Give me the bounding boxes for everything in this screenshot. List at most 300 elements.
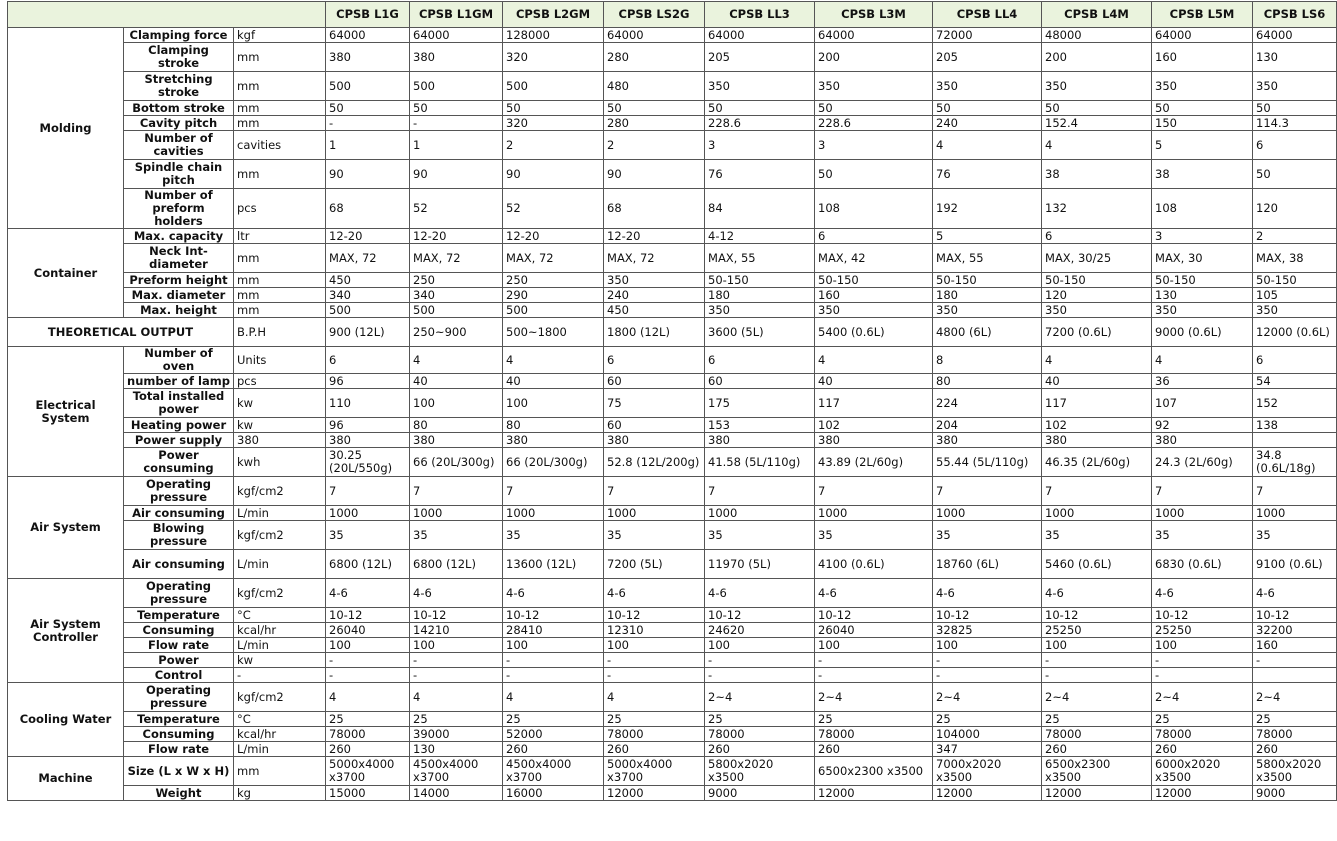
unit-cell: kwh (234, 448, 326, 477)
value-cell: 6 (705, 347, 815, 374)
value-cell: 6 (1042, 229, 1152, 244)
value-cell: 2~4 (705, 683, 815, 712)
value-cell: 480 (604, 72, 705, 101)
value-cell: 10-12 (1152, 608, 1253, 623)
value-cell: 12-20 (326, 229, 410, 244)
unit-cell: mm (234, 72, 326, 101)
value-cell: 5400 (0.6L) (815, 318, 933, 347)
value-cell: 90 (410, 160, 503, 189)
spec-label: Weight (124, 786, 234, 801)
value-cell: 10-12 (604, 608, 705, 623)
value-cell: - (326, 116, 410, 131)
value-cell: 11970 (5L) (705, 550, 815, 579)
value-cell: 500~1800 (503, 318, 604, 347)
value-cell: 78000 (1253, 727, 1337, 742)
spec-label: Temperature (124, 608, 234, 623)
value-cell: 500 (326, 303, 410, 318)
group-label: Air System Controller (8, 579, 124, 683)
value-cell: 150 (1152, 116, 1253, 131)
value-cell: 2~4 (1042, 683, 1152, 712)
value-cell: 50 (604, 101, 705, 116)
value-cell: 192 (933, 189, 1042, 229)
value-cell: 114.3 (1253, 116, 1337, 131)
unit-cell: kcal/hr (234, 623, 326, 638)
value-cell: 50-150 (815, 273, 933, 288)
value-cell: - (604, 668, 705, 683)
value-cell: 10-12 (1253, 608, 1337, 623)
value-cell: 6 (1253, 347, 1337, 374)
value-cell: 7 (815, 477, 933, 506)
value-cell: 36 (1152, 374, 1253, 389)
table-row (8, 668, 1337, 683)
table-row (8, 521, 1337, 550)
value-cell: 7200 (5L) (604, 550, 705, 579)
value-cell: 6800 (12L) (326, 550, 410, 579)
value-cell: - (815, 668, 933, 683)
value-cell: 60 (705, 374, 815, 389)
value-cell: 25250 (1152, 623, 1253, 638)
value-cell: 107 (1152, 389, 1253, 418)
unit-cell: mm (234, 288, 326, 303)
value-cell: 30.25 (20L/550g) (326, 448, 410, 477)
value-cell: 5800x2020 x3500 (705, 757, 815, 786)
value-cell: 26040 (326, 623, 410, 638)
table-row (8, 608, 1337, 623)
value-cell: - (1152, 653, 1253, 668)
spec-label: Flow rate (124, 742, 234, 757)
value-cell: 7 (1042, 477, 1152, 506)
value-cell: 41.58 (5L/110g) (705, 448, 815, 477)
unit-cell: pcs (234, 374, 326, 389)
value-cell: 153 (705, 418, 815, 433)
value-cell: 6830 (0.6L) (1152, 550, 1253, 579)
spec-label: Air consuming (124, 506, 234, 521)
value-cell: 4 (410, 347, 503, 374)
value-cell: 350 (1152, 303, 1253, 318)
value-cell: 12-20 (604, 229, 705, 244)
spec-label: Power supply (124, 433, 234, 448)
value-cell: 100 (1042, 638, 1152, 653)
value-cell: 2 (503, 131, 604, 160)
value-cell: 6500x2300 x3500 (1042, 757, 1152, 786)
table-row (8, 638, 1337, 653)
value-cell: - (410, 668, 503, 683)
table-row (8, 712, 1337, 727)
value-cell: 12000 (604, 786, 705, 801)
value-cell: MAX, 72 (604, 244, 705, 273)
value-cell: 9000 (705, 786, 815, 801)
value-cell: 24620 (705, 623, 815, 638)
value-cell: 78000 (326, 727, 410, 742)
value-cell: 320 (503, 43, 604, 72)
value-cell: 6800 (12L) (410, 550, 503, 579)
unit-cell: cavities (234, 131, 326, 160)
value-cell: 54 (1253, 374, 1337, 389)
value-cell: 138 (1253, 418, 1337, 433)
value-cell: 1000 (815, 506, 933, 521)
unit-cell: mm (234, 303, 326, 318)
group-label: Cooling Water (8, 683, 124, 757)
model-header: CPSB LS6 (1253, 2, 1337, 28)
value-cell: 12000 (815, 786, 933, 801)
value-cell: 6500x2300 x3500 (815, 757, 933, 786)
value-cell: 5000x4000 x3700 (604, 757, 705, 786)
spec-label: Control (124, 668, 234, 683)
group-label: Container (8, 229, 124, 318)
value-cell: 100 (705, 638, 815, 653)
value-cell: 2~4 (1253, 683, 1337, 712)
unit-cell: kw (234, 389, 326, 418)
value-cell: 1000 (1253, 506, 1337, 521)
value-cell: 100 (815, 638, 933, 653)
value-cell: MAX, 55 (705, 244, 815, 273)
value-cell: - (933, 653, 1042, 668)
value-cell: 7 (604, 477, 705, 506)
value-cell: - (503, 653, 604, 668)
unit-cell: - (234, 668, 326, 683)
value-cell: 35 (1042, 521, 1152, 550)
value-cell: 50 (1042, 101, 1152, 116)
value-cell: 4-6 (1152, 579, 1253, 608)
table-row (8, 347, 1337, 374)
value-cell: 35 (933, 521, 1042, 550)
value-cell: 6 (1253, 131, 1337, 160)
value-cell: 280 (604, 43, 705, 72)
spec-label: Max. height (124, 303, 234, 318)
value-cell: 260 (326, 742, 410, 757)
spec-label: Clamping force (124, 28, 234, 43)
value-cell: 350 (815, 72, 933, 101)
spec-label: Clamping stroke (124, 43, 234, 72)
value-cell: 152.4 (1042, 116, 1152, 131)
value-cell: 50 (1152, 101, 1253, 116)
unit-cell: kgf/cm2 (234, 477, 326, 506)
table-row (8, 448, 1337, 477)
value-cell: 3 (1152, 229, 1253, 244)
value-cell: 100 (410, 638, 503, 653)
value-cell: 4500x4000 x3700 (410, 757, 503, 786)
value-cell: 90 (503, 160, 604, 189)
value-cell: 130 (1253, 43, 1337, 72)
unit-cell: ltr (234, 229, 326, 244)
value-cell: 78000 (815, 727, 933, 742)
value-cell: 80 (410, 418, 503, 433)
value-cell: 26040 (815, 623, 933, 638)
value-cell: 380 (1042, 433, 1152, 448)
value-cell: 25 (1042, 712, 1152, 727)
value-cell: 32200 (1253, 623, 1337, 638)
value-cell: 50-150 (705, 273, 815, 288)
value-cell: - (410, 116, 503, 131)
group-label: Machine (8, 757, 124, 801)
value-cell: 52.8 (12L/200g) (604, 448, 705, 477)
value-cell: MAX, 38 (1253, 244, 1337, 273)
value-cell: 228.6 (705, 116, 815, 131)
value-cell: 7200 (0.6L) (1042, 318, 1152, 347)
value-cell: 50 (815, 101, 933, 116)
value-cell: 350 (1152, 72, 1253, 101)
value-cell: 130 (1152, 288, 1253, 303)
value-cell: 290 (503, 288, 604, 303)
unit-cell: °C (234, 712, 326, 727)
value-cell: 260 (1152, 742, 1253, 757)
value-cell: 40 (815, 374, 933, 389)
value-cell: 35 (1152, 521, 1253, 550)
value-cell: 25 (705, 712, 815, 727)
spec-label: Total installed power (124, 389, 234, 418)
spec-label: Heating power (124, 418, 234, 433)
value-cell: - (1253, 653, 1337, 668)
table-row (8, 742, 1337, 757)
value-cell: 60 (604, 374, 705, 389)
value-cell: 9100 (0.6L) (1253, 550, 1337, 579)
value-cell: 9000 (0.6L) (1152, 318, 1253, 347)
spec-label: Operating pressure (124, 683, 234, 712)
table-row (8, 374, 1337, 389)
value-cell: 7 (1152, 477, 1253, 506)
value-cell: 80 (503, 418, 604, 433)
value-cell: 102 (1042, 418, 1152, 433)
value-cell: 1 (326, 131, 410, 160)
value-cell: 4-6 (503, 579, 604, 608)
value-cell: 4 (326, 683, 410, 712)
value-cell: 25 (1253, 712, 1337, 727)
value-cell: 46.35 (2L/60g) (1042, 448, 1152, 477)
model-header: CPSB LL3 (705, 2, 815, 28)
value-cell: 4100 (0.6L) (815, 550, 933, 579)
value-cell: 50-150 (1042, 273, 1152, 288)
table-row (8, 579, 1337, 608)
unit-cell: kgf/cm2 (234, 579, 326, 608)
spec-label: Consuming (124, 623, 234, 638)
value-cell: 96 (326, 418, 410, 433)
value-cell (1253, 433, 1337, 448)
value-cell: 64000 (815, 28, 933, 43)
value-cell: 96 (326, 374, 410, 389)
table-row (8, 418, 1337, 433)
value-cell: 50 (410, 101, 503, 116)
value-cell: 380 (326, 43, 410, 72)
table-row (8, 72, 1337, 101)
value-cell: 1000 (326, 506, 410, 521)
value-cell: 1000 (705, 506, 815, 521)
value-cell: 7000x2020 x3500 (933, 757, 1042, 786)
unit-cell: kw (234, 653, 326, 668)
value-cell: 10-12 (1042, 608, 1152, 623)
value-cell: 347 (933, 742, 1042, 757)
value-cell: 64000 (1253, 28, 1337, 43)
unit-cell: kgf/cm2 (234, 683, 326, 712)
value-cell: - (326, 668, 410, 683)
value-cell: 90 (326, 160, 410, 189)
value-cell: 40 (1042, 374, 1152, 389)
value-cell: 16000 (503, 786, 604, 801)
spec-label: Flow rate (124, 638, 234, 653)
value-cell: 50 (1253, 101, 1337, 116)
value-cell: 117 (815, 389, 933, 418)
value-cell: 105 (1253, 288, 1337, 303)
value-cell: 50 (705, 101, 815, 116)
unit-cell: mm (234, 160, 326, 189)
value-cell: 250 (503, 273, 604, 288)
value-cell: 380 (326, 433, 410, 448)
value-cell: MAX, 72 (410, 244, 503, 273)
unit-cell: mm (234, 273, 326, 288)
value-cell: 380 (1152, 433, 1253, 448)
spec-table (7, 1, 1337, 801)
model-header: CPSB L1GM (410, 2, 503, 28)
value-cell: 4 (1152, 347, 1253, 374)
value-cell: 100 (503, 389, 604, 418)
value-cell: 7 (326, 477, 410, 506)
spec-label: Number of preform holders (124, 189, 234, 229)
value-cell: 6 (326, 347, 410, 374)
spec-label: Preform height (124, 273, 234, 288)
value-cell: 84 (705, 189, 815, 229)
value-cell: - (705, 668, 815, 683)
value-cell: 260 (815, 742, 933, 757)
value-cell: 38 (1042, 160, 1152, 189)
value-cell: 1800 (12L) (604, 318, 705, 347)
value-cell: MAX, 42 (815, 244, 933, 273)
value-cell: 40 (503, 374, 604, 389)
value-cell: 110 (326, 389, 410, 418)
value-cell: 7 (410, 477, 503, 506)
value-cell: 4-6 (326, 579, 410, 608)
value-cell: 500 (410, 303, 503, 318)
value-cell: 3 (815, 131, 933, 160)
value-cell: 100 (1152, 638, 1253, 653)
value-cell: 128000 (503, 28, 604, 43)
value-cell: 5 (1152, 131, 1253, 160)
value-cell: 35 (326, 521, 410, 550)
value-cell: 10-12 (410, 608, 503, 623)
unit-cell: mm (234, 43, 326, 72)
value-cell: 380 (705, 433, 815, 448)
value-cell: 18760 (6L) (933, 550, 1042, 579)
value-cell: - (503, 668, 604, 683)
value-cell: 108 (815, 189, 933, 229)
table-row (8, 288, 1337, 303)
value-cell: 100 (604, 638, 705, 653)
value-cell: 66 (20L/300g) (503, 448, 604, 477)
value-cell: 2~4 (1152, 683, 1253, 712)
table-row (8, 43, 1337, 72)
value-cell: 5460 (0.6L) (1042, 550, 1152, 579)
value-cell: 12000 (0.6L) (1253, 318, 1337, 347)
unit-cell: kgf/cm2 (234, 521, 326, 550)
value-cell: 35 (604, 521, 705, 550)
value-cell: 72000 (933, 28, 1042, 43)
value-cell: 10-12 (326, 608, 410, 623)
value-cell: 350 (933, 303, 1042, 318)
value-cell: MAX, 72 (503, 244, 604, 273)
value-cell: 5000x4000 x3700 (326, 757, 410, 786)
value-cell: 160 (1253, 638, 1337, 653)
value-cell: 64000 (1152, 28, 1253, 43)
value-cell: 78000 (604, 727, 705, 742)
header-row (8, 2, 1337, 28)
value-cell: 260 (1253, 742, 1337, 757)
value-cell: 380 (503, 433, 604, 448)
value-cell: 5800x2020 x3500 (1253, 757, 1337, 786)
value-cell: 117 (1042, 389, 1152, 418)
table-row (8, 623, 1337, 638)
model-header: CPSB L2GM (503, 2, 604, 28)
value-cell: 2~4 (815, 683, 933, 712)
value-cell: 40 (410, 374, 503, 389)
value-cell: 50 (933, 101, 1042, 116)
value-cell: 175 (705, 389, 815, 418)
value-cell: 64000 (705, 28, 815, 43)
value-cell: 2 (1253, 229, 1337, 244)
unit-cell: °C (234, 608, 326, 623)
value-cell: 350 (1253, 72, 1337, 101)
value-cell: 500 (410, 72, 503, 101)
group-label: Electrical System (8, 347, 124, 477)
value-cell: 350 (1042, 303, 1152, 318)
value-cell: 4-6 (705, 579, 815, 608)
value-cell: 12310 (604, 623, 705, 638)
spec-label: Max. diameter (124, 288, 234, 303)
unit-cell: B.P.H (234, 318, 326, 347)
value-cell: 35 (815, 521, 933, 550)
value-cell: - (933, 668, 1042, 683)
value-cell: 80 (933, 374, 1042, 389)
table-row (8, 229, 1337, 244)
value-cell: 260 (604, 742, 705, 757)
value-cell: 120 (1042, 288, 1152, 303)
value-cell: 4-6 (1042, 579, 1152, 608)
value-cell: 68 (604, 189, 705, 229)
value-cell: 66 (20L/300g) (410, 448, 503, 477)
spec-label: Air consuming (124, 550, 234, 579)
value-cell: 35 (503, 521, 604, 550)
value-cell: 320 (503, 116, 604, 131)
table-row (8, 116, 1337, 131)
value-cell: 78000 (705, 727, 815, 742)
value-cell: 13600 (12L) (503, 550, 604, 579)
unit-cell: mm (234, 757, 326, 786)
value-cell: 50-150 (1152, 273, 1253, 288)
value-cell: 64000 (326, 28, 410, 43)
table-row (8, 683, 1337, 712)
value-cell: 4 (503, 347, 604, 374)
value-cell: 240 (604, 288, 705, 303)
value-cell: 450 (604, 303, 705, 318)
value-cell: 340 (410, 288, 503, 303)
value-cell: 25 (815, 712, 933, 727)
value-cell: 35 (410, 521, 503, 550)
value-cell: 50-150 (1253, 273, 1337, 288)
value-cell: 64000 (604, 28, 705, 43)
value-cell: 92 (1152, 418, 1253, 433)
value-cell: 4-12 (705, 229, 815, 244)
value-cell: 204 (933, 418, 1042, 433)
spec-label: Cavity pitch (124, 116, 234, 131)
unit-cell: L/min (234, 550, 326, 579)
value-cell: 4 (503, 683, 604, 712)
unit-cell: mm (234, 116, 326, 131)
value-cell: 4 (1042, 347, 1152, 374)
value-cell: - (1042, 653, 1152, 668)
value-cell: 350 (1253, 303, 1337, 318)
value-cell: 55.44 (5L/110g) (933, 448, 1042, 477)
value-cell: 52 (503, 189, 604, 229)
value-cell: 160 (1152, 43, 1253, 72)
value-cell: 350 (705, 303, 815, 318)
value-cell: 10-12 (815, 608, 933, 623)
